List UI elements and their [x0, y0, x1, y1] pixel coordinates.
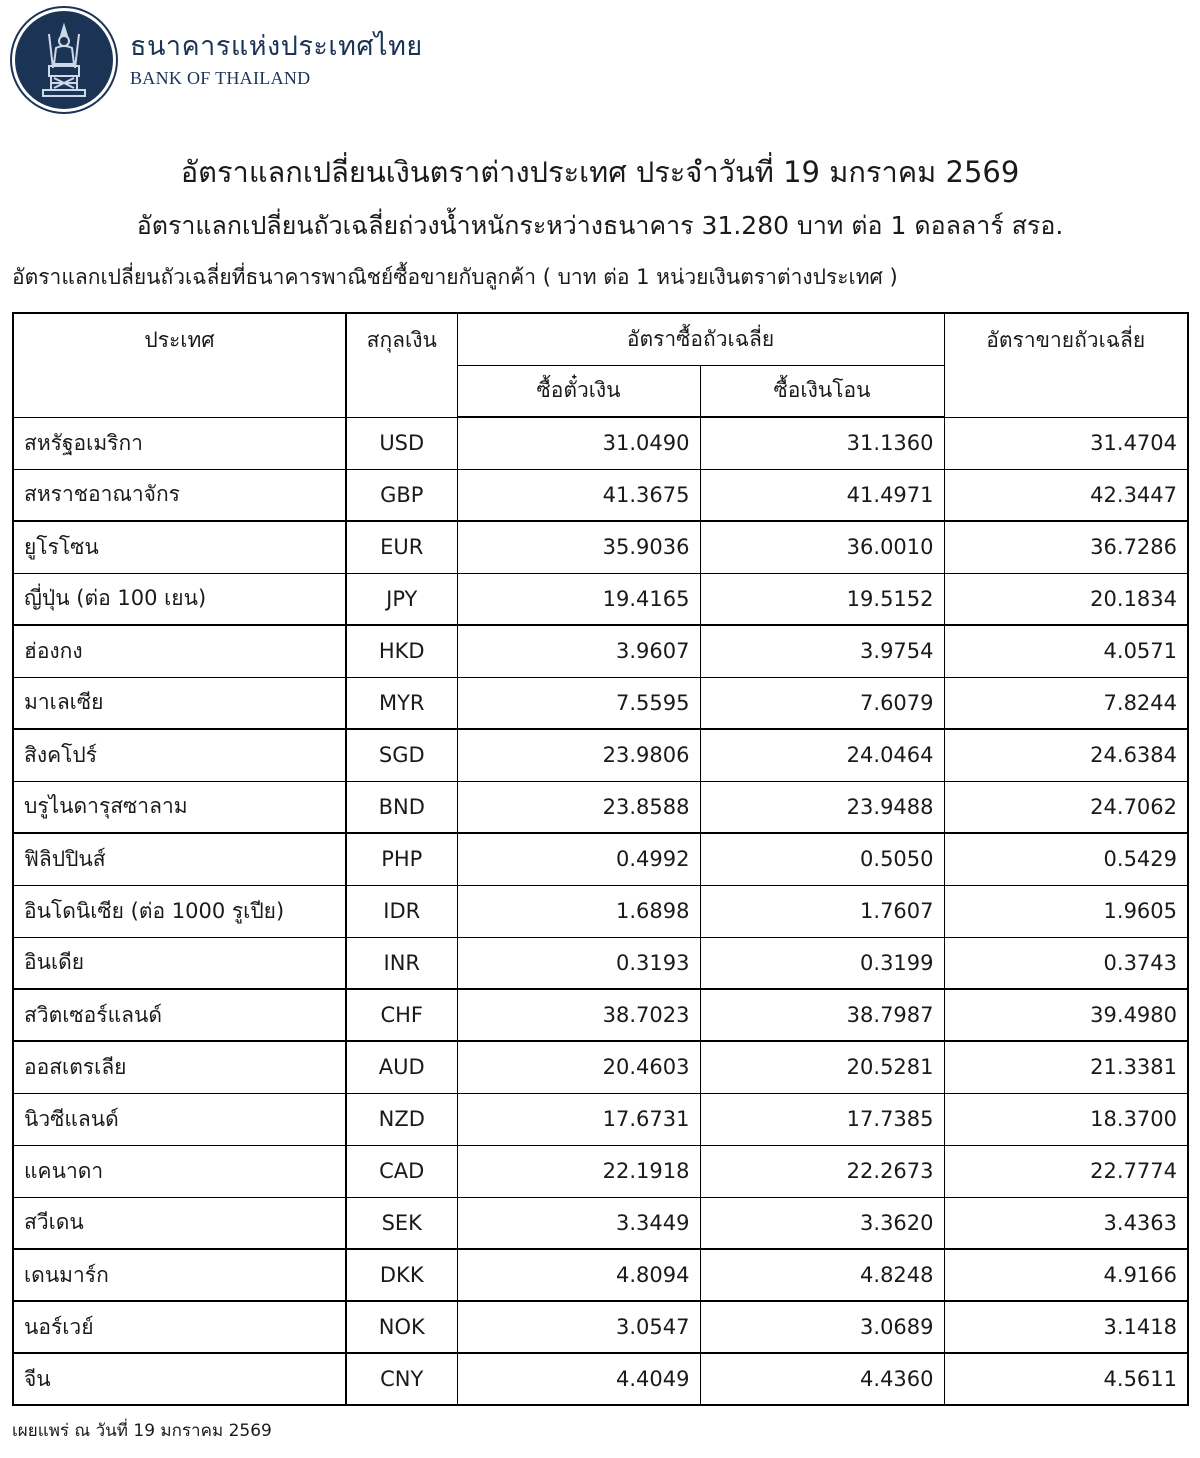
selling-rate-cell: 18.3700	[944, 1093, 1188, 1145]
selling-rate-cell: 31.4704	[944, 417, 1188, 469]
table-row	[13, 625, 1188, 677]
buying-transfer-cell: 4.8248	[700, 1249, 944, 1301]
currency-code-cell: SGD	[346, 729, 457, 781]
buying-transfer-cell: 4.4360	[700, 1353, 944, 1405]
currency-code-cell: CHF	[346, 989, 457, 1041]
header-currency: สกุลเงิน	[346, 313, 457, 417]
selling-rate-cell: 0.3743	[944, 937, 1188, 989]
buying-transfer-cell: 3.3620	[700, 1197, 944, 1249]
buying-transfer-cell: 23.9488	[700, 781, 944, 833]
currency-code-cell: DKK	[346, 1249, 457, 1301]
country-cell: ฟิลิปปินส์	[13, 833, 346, 885]
org-name-english: BANK OF THAILAND	[130, 68, 311, 88]
table-row	[13, 521, 1188, 573]
table-row	[13, 1301, 1188, 1353]
buying-transfer-cell: 22.2673	[700, 1145, 944, 1197]
table-row	[13, 1145, 1188, 1197]
selling-rate-cell: 3.4363	[944, 1197, 1188, 1249]
selling-rate-cell: 4.0571	[944, 625, 1188, 677]
selling-rate-cell: 42.3447	[944, 469, 1188, 521]
buying-sight-bill-cell: 1.6898	[457, 885, 700, 937]
buying-sight-bill-cell: 4.4049	[457, 1353, 700, 1405]
selling-rate-cell: 1.9605	[944, 885, 1188, 937]
country-cell: บรูไนดารุสซาลาม	[13, 781, 346, 833]
buying-sight-bill-cell: 7.5595	[457, 677, 700, 729]
table-row	[13, 937, 1188, 989]
buying-sight-bill-cell: 3.0547	[457, 1301, 700, 1353]
table-caption-note: อัตราแลกเปลี่ยนถัวเฉลี่ยที่ธนาคารพาณิชย์ซื้อขายกับลูกค้า ( บาท ต่อ 1 หน่วยเงินตราต่างประเทศ )	[12, 265, 898, 289]
header-buying-average: อัตราซื้อถัวเฉลี่ย	[457, 313, 944, 365]
page-title: อัตราแลกเปลี่ยนเงินตราต่างประเทศ ประจำวันที่ 19 มกราคม 2569	[180, 155, 1020, 189]
buying-sight-bill-cell: 3.3449	[457, 1197, 700, 1249]
selling-rate-cell: 21.3381	[944, 1041, 1188, 1093]
buying-transfer-cell: 3.9754	[700, 625, 944, 677]
buying-sight-bill-cell: 19.4165	[457, 573, 700, 625]
currency-code-cell: PHP	[346, 833, 457, 885]
buying-sight-bill-cell: 17.6731	[457, 1093, 700, 1145]
header-country: ประเทศ	[13, 313, 346, 417]
table-row	[13, 469, 1188, 521]
table-row	[13, 781, 1188, 833]
currency-code-cell: BND	[346, 781, 457, 833]
country-cell: สหราชอาณาจักร	[13, 469, 346, 521]
selling-rate-cell: 36.7286	[944, 521, 1188, 573]
buying-sight-bill-cell: 4.8094	[457, 1249, 700, 1301]
buying-transfer-cell: 19.5152	[700, 573, 944, 625]
currency-code-cell: AUD	[346, 1041, 457, 1093]
selling-rate-cell: 7.8244	[944, 677, 1188, 729]
table-row	[13, 1041, 1188, 1093]
buying-sight-bill-cell: 35.9036	[457, 521, 700, 573]
buying-transfer-cell: 7.6079	[700, 677, 944, 729]
table-row	[13, 1197, 1188, 1249]
currency-code-cell: CNY	[346, 1353, 457, 1405]
header-selling-average: อัตราขายถัวเฉลี่ย	[944, 313, 1188, 417]
country-cell: นิวซีแลนด์	[13, 1093, 346, 1145]
table-row	[13, 729, 1188, 781]
currency-code-cell: JPY	[346, 573, 457, 625]
buying-sight-bill-cell: 0.4992	[457, 833, 700, 885]
logo-block	[12, 8, 423, 112]
country-cell: เดนมาร์ก	[13, 1249, 346, 1301]
currency-code-cell: IDR	[346, 885, 457, 937]
buying-sight-bill-cell: 23.9806	[457, 729, 700, 781]
currency-code-cell: NOK	[346, 1301, 457, 1353]
table-row	[13, 1249, 1188, 1301]
currency-code-cell: SEK	[346, 1197, 457, 1249]
exchange-rate-table	[12, 312, 1189, 1406]
buying-sight-bill-cell: 23.8588	[457, 781, 700, 833]
currency-code-cell: EUR	[346, 521, 457, 573]
buying-transfer-cell: 38.7987	[700, 989, 944, 1041]
country-cell: ออสเตรเลีย	[13, 1041, 346, 1093]
country-cell: สิงคโปร์	[13, 729, 346, 781]
country-cell: จีน	[13, 1353, 346, 1405]
selling-rate-cell: 4.9166	[944, 1249, 1188, 1301]
buying-transfer-cell: 36.0010	[700, 521, 944, 573]
country-cell: แคนาดา	[13, 1145, 346, 1197]
buying-transfer-cell: 41.4971	[700, 469, 944, 521]
country-cell: ยูโรโซน	[13, 521, 346, 573]
country-cell: สหรัฐอเมริกา	[13, 417, 346, 469]
buying-sight-bill-cell: 22.1918	[457, 1145, 700, 1197]
selling-rate-cell: 39.4980	[944, 989, 1188, 1041]
buying-sight-bill-cell: 0.3193	[457, 937, 700, 989]
country-cell: ญี่ปุ่น (ต่อ 100 เยน)	[13, 573, 346, 625]
buying-transfer-cell: 17.7385	[700, 1093, 944, 1145]
country-cell: สวีเดน	[13, 1197, 346, 1249]
currency-code-cell: NZD	[346, 1093, 457, 1145]
buying-sight-bill-cell: 31.0490	[457, 417, 700, 469]
table-row	[13, 833, 1188, 885]
selling-rate-cell: 0.5429	[944, 833, 1188, 885]
header-buying-sight-bill: ซื้อตั๋วเงิน	[457, 365, 700, 417]
table-row	[13, 989, 1188, 1041]
currency-code-cell: USD	[346, 417, 457, 469]
buying-sight-bill-cell: 41.3675	[457, 469, 700, 521]
currency-code-cell: GBP	[346, 469, 457, 521]
table-row	[13, 417, 1188, 469]
country-cell: สวิตเซอร์แลนด์	[13, 989, 346, 1041]
buying-transfer-cell: 31.1360	[700, 417, 944, 469]
table-header-row	[13, 313, 1188, 365]
buying-transfer-cell: 1.7607	[700, 885, 944, 937]
selling-rate-cell: 4.5611	[944, 1353, 1188, 1405]
table-row	[13, 1093, 1188, 1145]
buying-transfer-cell: 3.0689	[700, 1301, 944, 1353]
currency-code-cell: MYR	[346, 677, 457, 729]
table-row	[13, 1353, 1188, 1405]
table-row	[13, 573, 1188, 625]
selling-rate-cell: 22.7774	[944, 1145, 1188, 1197]
selling-rate-cell: 24.6384	[944, 729, 1188, 781]
header-buying-transfer: ซื้อเงินโอน	[700, 365, 944, 417]
interbank-rate-subtitle: อัตราแลกเปลี่ยนถัวเฉลี่ยถ่วงน้ำหนักระหว่างธนาคาร 31.280 บาท ต่อ 1 ดอลลาร์ สรอ.	[136, 211, 1064, 240]
selling-rate-cell: 3.1418	[944, 1301, 1188, 1353]
buying-sight-bill-cell: 20.4603	[457, 1041, 700, 1093]
selling-rate-cell: 24.7062	[944, 781, 1188, 833]
buying-transfer-cell: 20.5281	[700, 1041, 944, 1093]
buying-transfer-cell: 0.5050	[700, 833, 944, 885]
table-row	[13, 677, 1188, 729]
currency-code-cell: HKD	[346, 625, 457, 677]
currency-code-cell: CAD	[346, 1145, 457, 1197]
buying-sight-bill-cell: 3.9607	[457, 625, 700, 677]
country-cell: มาเลเซีย	[13, 677, 346, 729]
bank-of-thailand-seal-icon	[12, 8, 116, 112]
country-cell: ฮ่องกง	[13, 625, 346, 677]
org-name-thai: ธนาคารแห่งประเทศไทย	[130, 31, 423, 62]
selling-rate-cell: 20.1834	[944, 573, 1188, 625]
table-row	[13, 885, 1188, 937]
country-cell: อินเดีย	[13, 937, 346, 989]
published-date: เผยแพร่ ณ วันที่ 19 มกราคม 2569	[12, 1421, 272, 1441]
country-cell: นอร์เวย์	[13, 1301, 346, 1353]
currency-code-cell: INR	[346, 937, 457, 989]
buying-transfer-cell: 0.3199	[700, 937, 944, 989]
country-cell: อินโดนิเซีย (ต่อ 1000 รูเปีย)	[13, 885, 346, 937]
buying-transfer-cell: 24.0464	[700, 729, 944, 781]
buying-sight-bill-cell: 38.7023	[457, 989, 700, 1041]
